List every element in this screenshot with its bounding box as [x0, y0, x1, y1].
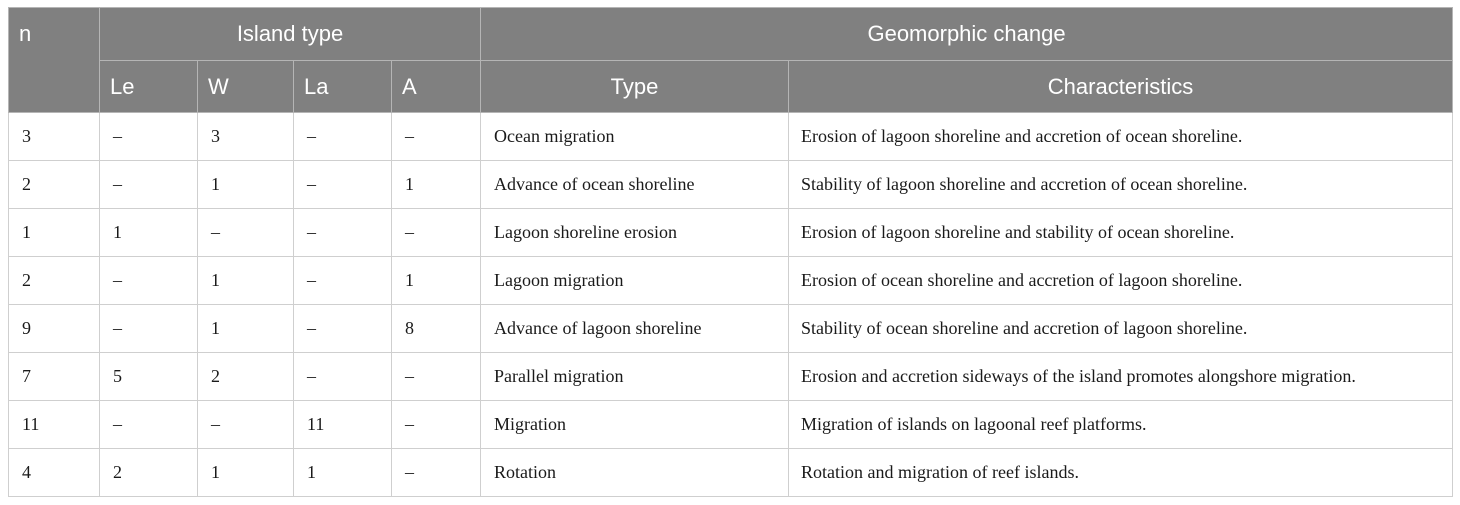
- cell-w: 1: [198, 257, 294, 305]
- cell-characteristics: Erosion of ocean shoreline and accretion of lagoon shoreline.: [789, 257, 1453, 305]
- table-row: [9, 353, 1453, 401]
- cell-a: 1: [392, 161, 481, 209]
- cell-characteristics: Erosion and accretion sideways of the island promotes alongshore migration.: [789, 353, 1453, 401]
- cell-la: –: [294, 257, 392, 305]
- cell-a: –: [392, 209, 481, 257]
- header-row-1: [9, 8, 1453, 61]
- cell-type: Parallel migration: [481, 353, 789, 401]
- cell-n: 2: [9, 161, 100, 209]
- table-row: [9, 305, 1453, 353]
- table-row: [9, 257, 1453, 305]
- cell-la: –: [294, 113, 392, 161]
- cell-n: 2: [9, 257, 100, 305]
- header-n: n: [9, 8, 100, 113]
- cell-la: 1: [294, 449, 392, 497]
- cell-le: –: [100, 161, 198, 209]
- table-row: [9, 161, 1453, 209]
- table-row: [9, 209, 1453, 257]
- cell-w: 3: [198, 113, 294, 161]
- cell-n: 7: [9, 353, 100, 401]
- cell-w: 2: [198, 353, 294, 401]
- cell-la: –: [294, 353, 392, 401]
- header-type: Type: [481, 61, 789, 113]
- cell-type: Lagoon shoreline erosion: [481, 209, 789, 257]
- header-a: A: [392, 61, 481, 113]
- header-geomorphic-change: Geomorphic change: [481, 8, 1453, 61]
- cell-characteristics: Stability of ocean shoreline and accretion of lagoon shoreline.: [789, 305, 1453, 353]
- cell-type: Advance of lagoon shoreline: [481, 305, 789, 353]
- cell-a: –: [392, 113, 481, 161]
- cell-type: Migration: [481, 401, 789, 449]
- cell-le: –: [100, 305, 198, 353]
- cell-type: Ocean migration: [481, 113, 789, 161]
- cell-a: –: [392, 449, 481, 497]
- cell-la: –: [294, 209, 392, 257]
- cell-a: 1: [392, 257, 481, 305]
- header-w: W: [198, 61, 294, 113]
- header-characteristics: Characteristics: [789, 61, 1453, 113]
- cell-w: –: [198, 401, 294, 449]
- cell-le: –: [100, 257, 198, 305]
- cell-w: 1: [198, 161, 294, 209]
- header-island-type: Island type: [100, 8, 481, 61]
- cell-a: –: [392, 353, 481, 401]
- cell-a: 8: [392, 305, 481, 353]
- cell-w: –: [198, 209, 294, 257]
- cell-characteristics: Rotation and migration of reef islands.: [789, 449, 1453, 497]
- cell-n: 3: [9, 113, 100, 161]
- cell-characteristics: Erosion of lagoon shoreline and stability of ocean shoreline.: [789, 209, 1453, 257]
- header-la: La: [294, 61, 392, 113]
- cell-characteristics: Erosion of lagoon shoreline and accretion of ocean shoreline.: [789, 113, 1453, 161]
- table-body: [9, 113, 1453, 497]
- cell-n: 9: [9, 305, 100, 353]
- cell-characteristics: Migration of islands on lagoonal reef platforms.: [789, 401, 1453, 449]
- cell-type: Advance of ocean shoreline: [481, 161, 789, 209]
- table-row: [9, 401, 1453, 449]
- cell-w: 1: [198, 449, 294, 497]
- cell-a: –: [392, 401, 481, 449]
- cell-la: 11: [294, 401, 392, 449]
- table-row: [9, 449, 1453, 497]
- cell-type: Rotation: [481, 449, 789, 497]
- table-row: [9, 113, 1453, 161]
- cell-le: –: [100, 113, 198, 161]
- cell-n: 1: [9, 209, 100, 257]
- cell-la: –: [294, 305, 392, 353]
- cell-type: Lagoon migration: [481, 257, 789, 305]
- data-table-container: [8, 7, 1452, 497]
- cell-la: –: [294, 161, 392, 209]
- cell-le: 2: [100, 449, 198, 497]
- table-header: [9, 8, 1453, 113]
- header-row-2: [9, 61, 1453, 113]
- cell-le: 1: [100, 209, 198, 257]
- cell-le: 5: [100, 353, 198, 401]
- cell-n: 11: [9, 401, 100, 449]
- cell-n: 4: [9, 449, 100, 497]
- header-le: Le: [100, 61, 198, 113]
- cell-le: –: [100, 401, 198, 449]
- cell-characteristics: Stability of lagoon shoreline and accretion of ocean shoreline.: [789, 161, 1453, 209]
- cell-w: 1: [198, 305, 294, 353]
- geomorphic-change-table: [8, 7, 1453, 497]
